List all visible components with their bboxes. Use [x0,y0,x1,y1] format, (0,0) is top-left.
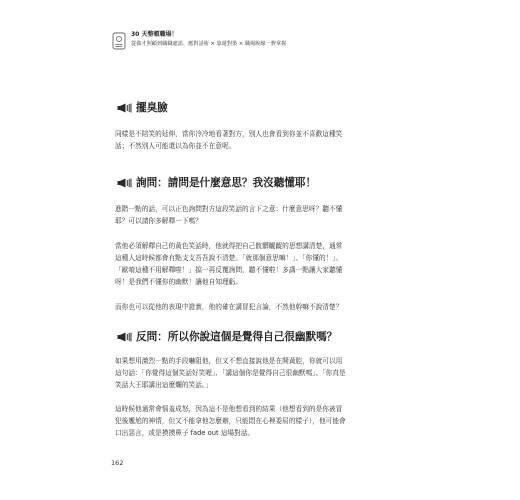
page-number: 162 [111,459,124,467]
text-line: 呀！是我們不懂你的幽默！讓他自知理虧。 [115,278,243,286]
text-line: 這種人這時候都會有點支支吾吾說不清楚。「就那個意思嘛！」、「你懂的！」、 [115,254,343,262]
megaphone-icon [117,332,132,342]
text-line: 犯後尷尬的神情，但又不能拿他怎麼辦，只能悶在心裡委屈的樣子），他可能會 [115,417,346,425]
header-subtitle: 從做才照顧到職職處語、應對話術 × 靠還對策 × 職場脫線一費掌握 [131,41,287,47]
paragraph [115,240,407,288]
section-title: 詢問：請問是什麼意思？我沒聽懂耶！ [136,177,317,189]
running-header [112,30,412,56]
text-line: 而你也可以從他的表現中證實，他的確在講冒犯言論，不然他幹嘛不說清楚？ [115,303,343,311]
text-line: 這句話：「你覺得這個笑話好笑喔」、「講這個你是覺得自己很幽默嗎」、「你真是 [115,369,346,377]
paragraph [115,128,407,152]
text-line: 口出惡言，或是摸摸鼻子 fade out 這場對話。 [115,429,255,437]
text-line: 這時候他通常會惱羞成怒，因為這不是他想看到的結果（他想看到的是你被冒 [115,405,343,413]
paragraph [115,403,407,439]
section-title: 反問：所以你說這個是覺得自己很幽默嗎？ [136,331,338,343]
megaphone-icon [117,178,132,188]
text-line: 當他必須解釋自己的黃色笑話時，他就得把自己骯髒齷齪的思想講清楚，通常 [115,242,343,250]
section-title: 擺臭臉 [136,102,168,114]
paragraph [115,301,407,313]
text-line: 耶？可以請你多解釋一下嗎？ [115,217,202,225]
text-line: 「歐唷這種不用解釋啦！」擋一再反覆詢問，聽不懂啦！多講一點讓大家聽懂 [115,266,343,274]
text-line: 進階一點的話，可以正色詢問對方這段笑話的言下之意：什麼意思呀？聽不懂 [115,205,343,213]
megaphone-icon [117,103,132,113]
text-line: 同樣是不陪笑的延伸，當你冷冷地看著對方，別人也會看到你並不喜歡這種笑 [115,130,343,138]
paragraph [115,203,407,227]
text-line: 話；不然別人可能還以為你並不在意呢。 [115,142,236,150]
text-line: 笑話大王耶講出這麼爛的笑話。」 [115,381,212,389]
text-line: 如果想用激烈一點的手段嚇阻他，但又不想直接說他是在開黃腔，你就可以用 [115,357,343,365]
book-icon [112,32,126,50]
header-title: 30 天整頓職場！ [131,31,178,38]
paragraph [115,355,407,391]
